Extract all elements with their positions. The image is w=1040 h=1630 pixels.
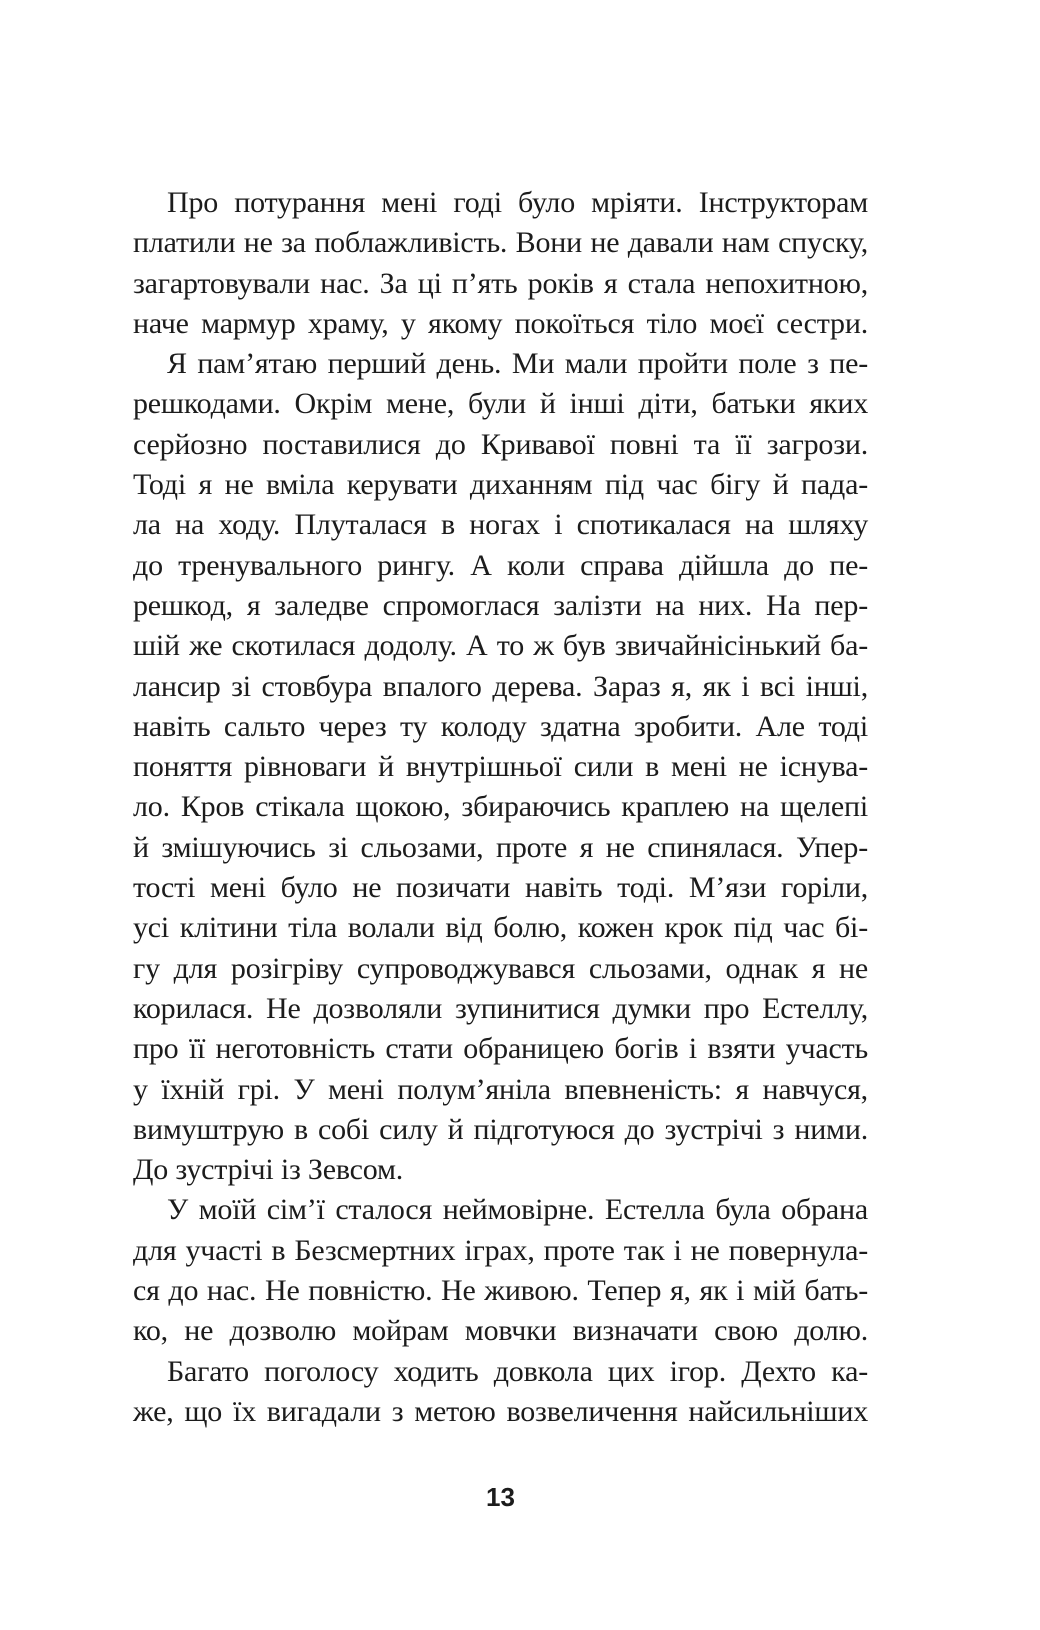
text-line: про її неготовність стати обраницею богів і взяти участь <box>133 1032 868 1066</box>
text-line: Багато поголосу ходить довкола цих ігор. Дехто ка- <box>167 1354 868 1388</box>
text-line: поняття рівноваги й внутрішньої сили в мені не існува- <box>133 750 868 784</box>
text-line: навіть сальто через ту колоду здатна зробити. Але тоді <box>133 709 868 743</box>
text-line: Про потурання мені годі було мріяти. Інструкторам <box>167 186 868 219</box>
text-block <box>133 183 868 1432</box>
text-line: решкод, я заледве спромоглася залізти на них. На пер- <box>133 588 868 622</box>
text-line: ко, не дозволю мойрам мовчки визначати свою долю. <box>133 1314 868 1348</box>
text-line: До зустрічі із Зевсом. <box>133 1153 404 1187</box>
text-line: ся до нас. Не повністю. Не живою. Тепер я, як і мій бать- <box>133 1274 868 1308</box>
text-line: решкодами. Окрім мене, були й інші діти, батьки яких <box>133 387 868 421</box>
text-line: платили не за поблажливість. Вони не давали нам спуску, <box>133 226 868 260</box>
text-line: Я пам’ятаю перший день. Ми мали пройти поле з пе- <box>167 347 868 381</box>
text-line: загартовували нас. За ці п’ять років я стала непохитною, <box>133 266 868 300</box>
text-line: й змішуючись зі сльозами, проте я не спинялася. Упер- <box>133 830 868 864</box>
text-line: Тоді я не вміла керувати диханням під час бігу й пада- <box>133 468 868 502</box>
text-line: вимуштрую в собі силу й підготуюся до зустрічі з ними. <box>133 1112 868 1146</box>
text-line: ло. Кров стікала щокою, збираючись краплею на щелепі <box>133 790 868 824</box>
text-line: серйозно поставилися до Кривавої повні та її загрози. <box>133 427 868 461</box>
text-line: лансир зі стовбура впалого дерева. Зараз я, як і всі інші, <box>133 669 868 703</box>
text-line: же, що їх вигадали з метою возвеличення найсильніших <box>133 1394 868 1428</box>
text-line: усі клітини тіла волали від болю, кожен крок під час бі- <box>133 911 868 945</box>
text-line: наче мармур храму, у якому покоїться тіло моєї сестри. <box>133 306 868 340</box>
text-line: У моїй сім’ї сталося неймовірне. Естелла була обрана <box>167 1193 868 1227</box>
text-line: до тренувального рингу. А коли справа дійшла до пе- <box>133 548 868 582</box>
text-line: тості мені було не позичати навіть тоді. М’язи горіли, <box>133 871 868 905</box>
text-line: корилася. Не дозволяли зупинитися думки про Естеллу, <box>133 991 868 1025</box>
text-line: ла на ходу. Плуталася в ногах і спотикалася на шляху <box>133 508 868 542</box>
text-line: для участі в Безсмертних іграх, проте так і не повернула- <box>133 1233 868 1267</box>
text-line: у їхній грі. У мені полум’яніла впевненість: я навчуся, <box>133 1072 868 1106</box>
text-line: гу для розігріву супроводжувався сльозами, однак я не <box>133 951 868 985</box>
text-line: шій же скотилася додолу. А то ж був звичайнісінький ба- <box>133 629 868 663</box>
page-number: 13 <box>486 1482 515 1512</box>
